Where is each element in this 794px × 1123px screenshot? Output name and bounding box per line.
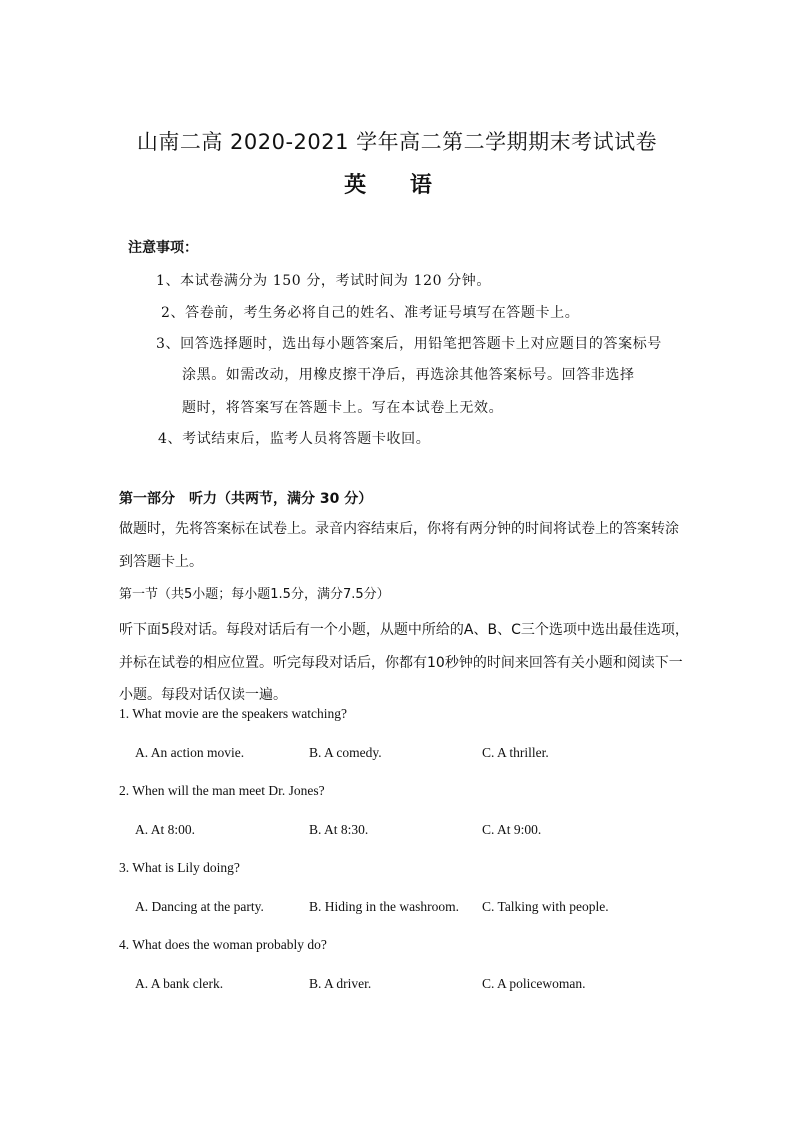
part-one-intro-line-1: 做题时，先将答案标在试卷上。录音内容结束后，你将有两分钟的时间将试卷上的答案转涂 <box>119 521 679 537</box>
option-c: C. A policewoman. <box>482 976 586 991</box>
part-one-heading: 第一部分 听力（共两节，满分 30 分） <box>119 491 373 507</box>
notice-heading: 注意事项： <box>128 240 198 256</box>
notice-line-4: 4、考试结束后，监考人员将答题卡收回。 <box>158 431 431 447</box>
option-c: C. Talking with people. <box>482 899 609 914</box>
part-one-intro-line-2: 到答题卡上。 <box>119 554 203 570</box>
subject-title: 英 语 <box>344 173 450 198</box>
question-text: 3. What is Lily doing? <box>119 860 240 875</box>
section-one-heading: 第一节（共5小题；每小题1.5分，满分7.5分） <box>119 587 390 602</box>
question-text: 2. When will the man meet Dr. Jones? <box>119 783 325 798</box>
option-b: B. A comedy. <box>309 745 382 760</box>
section-one-intro-line-3: 小题。每段对话仅读一遍。 <box>119 687 287 703</box>
exam-title: 山南二高 2020-2021 学年高二第二学期期末考试试卷 <box>136 130 658 154</box>
question-text: 4. What does the woman probably do? <box>119 937 327 952</box>
option-c: C. A thriller. <box>482 745 549 760</box>
notice-line-2: 2、答卷前，考生务必将自己的姓名、准考证号填写在答题卡上。 <box>161 305 580 321</box>
notice-line-3-cont: 涂黑。如需改动，用橡皮擦干净后，再选涂其他答案标号。回答非选择 <box>182 367 635 383</box>
notice-line-1: 1、本试卷满分为 150 分，考试时间为 120 分钟。 <box>156 273 491 289</box>
option-c: C. At 9:00. <box>482 822 542 837</box>
option-b: B. Hiding in the washroom. <box>309 899 459 914</box>
option-a: A. An action movie. <box>135 745 245 760</box>
section-one-intro-line-2: 并标在试卷的相应位置。听完每段对话后，你都有10秒钟的时间来回答有关小题和阅读下一 <box>119 655 683 671</box>
option-a: A. A bank clerk. <box>135 976 224 991</box>
option-a: A. Dancing at the party. <box>135 899 264 914</box>
option-b: B. At 8:30. <box>309 822 369 837</box>
notice-line-3-cont2: 题时，将答案写在答题卡上。写在本试卷上无效。 <box>182 400 504 416</box>
option-b: B. A driver. <box>309 976 372 991</box>
section-one-intro-line-1: 听下面5段对话。每段对话后有一个小题，从题中所给的A、B、C三个选项中选出最佳选项， <box>119 622 689 638</box>
option-a: A. At 8:00. <box>135 822 196 837</box>
question-text: 1. What movie are the speakers watching? <box>119 706 348 721</box>
notice-line-3: 3、回答选择题时，选出每小题答案后，用铅笔把答题卡上对应题目的答案标号 <box>156 336 662 352</box>
